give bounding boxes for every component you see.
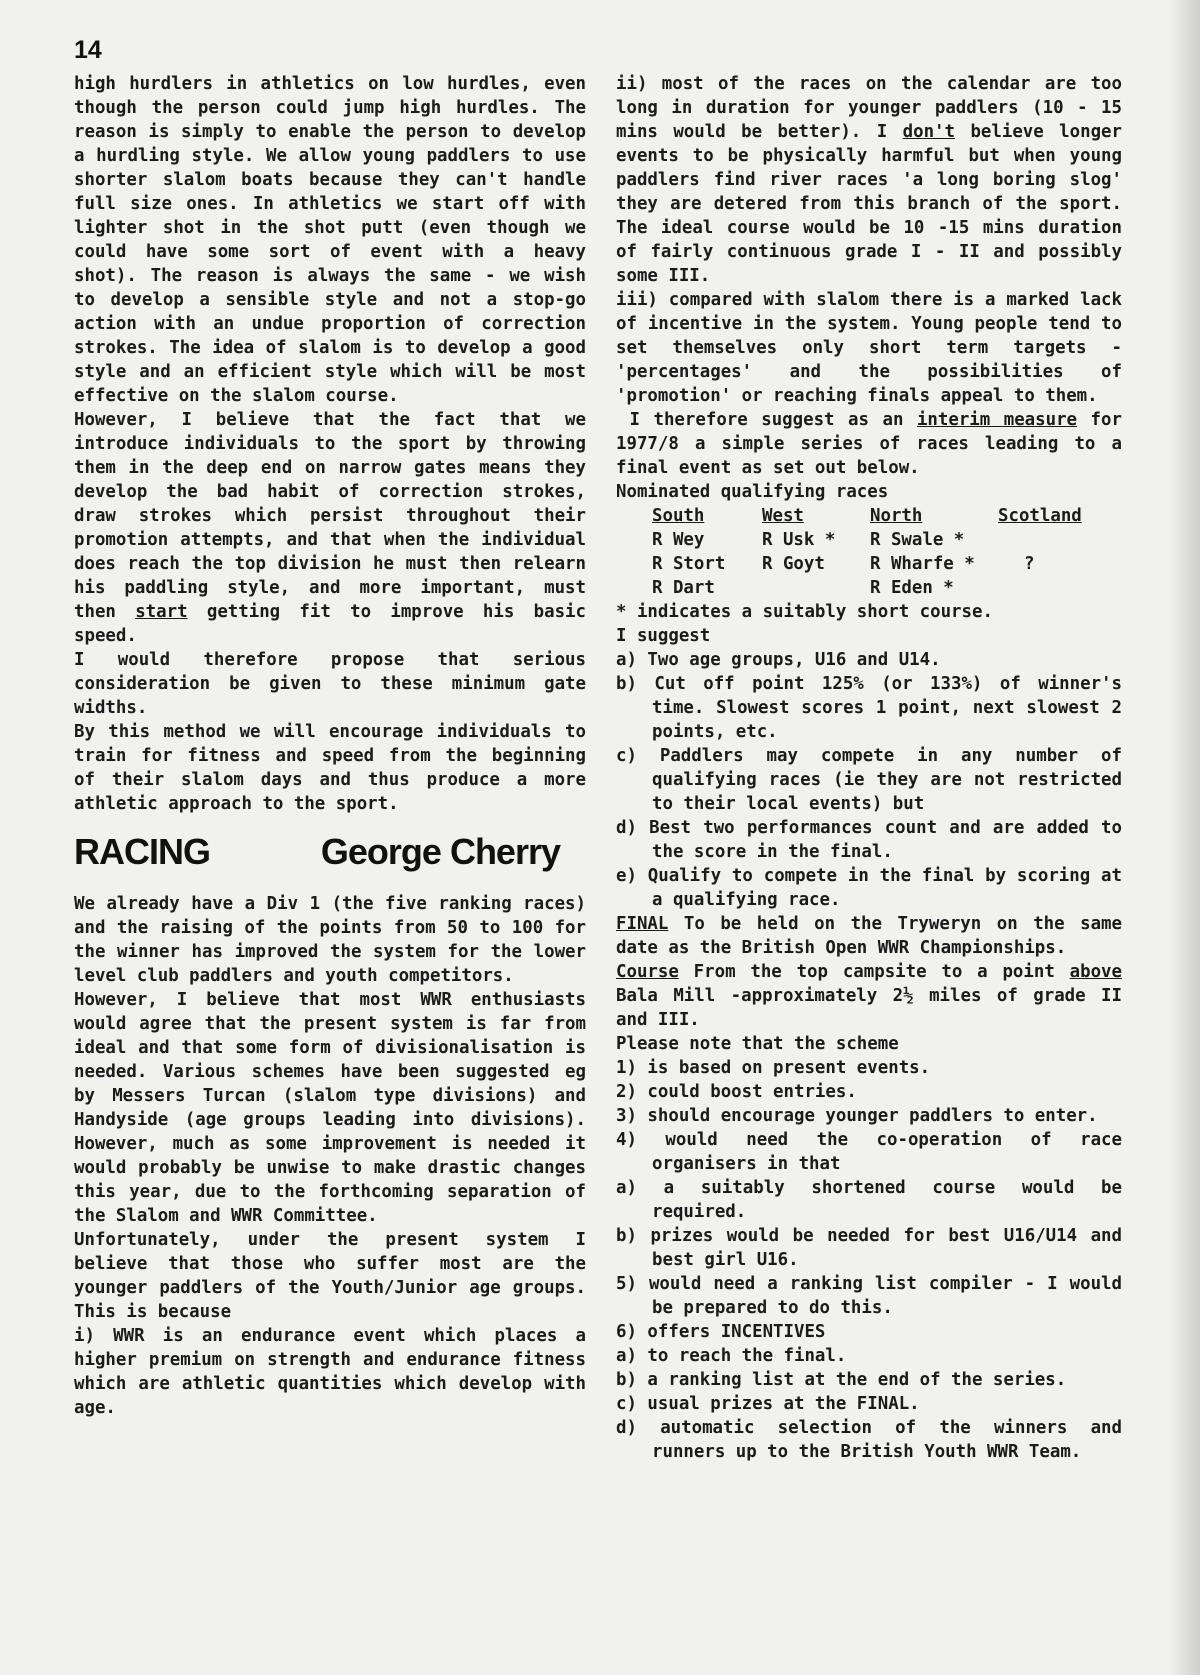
scheme-point: 3) should encourage younger paddlers to enter.: [616, 1106, 1098, 1126]
underlined-dont: don't: [902, 122, 955, 142]
scheme-subpoint: d) automatic selection of the winners and runners up to the British Youth WWR Team.: [616, 1418, 1122, 1462]
table-cell: R Eden *: [870, 578, 954, 598]
table-cell: R Wharfe *: [870, 554, 975, 574]
left-column: [74, 72, 586, 1420]
note-label: Please note that the scheme: [616, 1034, 899, 1054]
table-cell: R Dart: [652, 578, 715, 598]
page-number: 14: [74, 36, 102, 64]
table-header: North: [870, 506, 923, 526]
scheme-subpoint: b) a ranking list at the end of the series.: [616, 1370, 1067, 1390]
scheme-subpoint: a) to reach the final.: [616, 1346, 847, 1366]
paragraph-endurance: i) WWR is an endurance event which places a higher premium on strength and endurance fitness which are athletic quantities which develop with age.: [74, 1326, 586, 1418]
final-label: FINAL: [616, 914, 669, 934]
article-heading: [74, 830, 586, 874]
qualifying-races-table: [652, 504, 1122, 600]
underlined-above: above: [1069, 962, 1122, 982]
paragraph-course: Course From the top campsite to a point above Bala Mill -approximately 2½ miles of grade II and III.: [616, 962, 1122, 1030]
paragraph-however: However, I believe that the fact that we introduce individuals to the sport by throwing them in the deep end on narrow gates means they develop the bad habit of correction strokes, draw strokes which persist throughout their promotion attempts, and that when the individual does reach the top division he must then relearn his paddling style, and more important, must then start getting fit to improve his basic speed.: [74, 410, 586, 646]
table-cell: R Stort: [652, 554, 726, 574]
paragraph-unfortunately: Unfortunately, under the present system I believe that those who suffer most are the younger paddlers of the Youth/Junior age groups. This is because: [74, 1230, 586, 1322]
paragraph-propose: I would therefore propose that serious consideration be given to these minimum gate widths.: [74, 650, 586, 718]
suggest-label: I suggest: [616, 626, 711, 646]
table-cell: ?: [1024, 554, 1035, 574]
suggestion-item: c) Paddlers may compete in any number of qualifying races (ie they are not restricted to their local events) but: [616, 746, 1122, 814]
nominated-label: Nominated qualifying races: [616, 482, 889, 502]
scheme-subpoint: a) a suitably shortened course would be required.: [616, 1178, 1122, 1222]
suggestion-item: b) Cut off point 125% (or 133%) of winner's time. Slowest scores 1 point, next slowest 2 points, etc.: [616, 674, 1122, 742]
scheme-subpoint: b) prizes would be needed for best U16/U14 and best girl U16.: [616, 1226, 1122, 1270]
table-cell: [998, 528, 1118, 552]
table-header: South: [652, 506, 705, 526]
scheme-point: 2) could boost entries.: [616, 1082, 857, 1102]
paragraph-enthusiasts: However, I believe that most WWR enthusiasts would agree that the present system is far from ideal and that some form of divisionalisation is needed. Various schemes have been suggested eg by Messers Turcan (slalom type divisions) and Handyside (age groups leading into divisions). However, much as some improvement is needed it would probably be unwise to make drastic changes this year, due to the forthcoming separation of the Slalom and WWR Committee.: [74, 990, 586, 1226]
suggestion-item: e) Qualify to compete in the final by scoring at a qualifying race.: [616, 866, 1122, 910]
page-edge-shadow: [1170, 0, 1200, 1675]
table-header: Scotland: [998, 506, 1082, 526]
heading-author: George Cherry: [320, 831, 560, 872]
scheme-point: 5) would need a ranking list compiler - I would be prepared to do this.: [616, 1274, 1122, 1318]
table-cell: R Usk *: [762, 530, 836, 550]
scheme-point: 1) is based on present events.: [616, 1058, 931, 1078]
scheme-point: 6) offers INCENTIVES: [616, 1322, 826, 1342]
footnote: * indicates a suitably short course.: [616, 602, 993, 622]
paragraph-method: By this method we will encourage individuals to train for fitness and speed from the beginning of their slalom days and thus produce a more athletic approach to the sport.: [74, 722, 586, 814]
table-cell: [762, 576, 870, 600]
suggestion-item: a) Two age groups, U16 and U14.: [616, 650, 941, 670]
suggestion-item: d) Best two performances count and are added to the score in the final.: [616, 818, 1122, 862]
paragraph-final: FINAL To be held on the Tryweryn on the same date as the British Open WWR Championships.: [616, 914, 1122, 958]
paragraph-div1: We already have a Div 1 (the five ranking races) and the raising of the points from 50 to 100 for the winner has improved the system for the lower level club paddlers and youth competitors.: [74, 894, 586, 986]
scheme-subpoint: c) usual prizes at the FINAL.: [616, 1394, 920, 1414]
table-cell: R Goyt: [762, 554, 825, 574]
table-cell: R Swale *: [870, 530, 965, 550]
course-label: Course: [616, 962, 679, 982]
table-cell: R Wey: [652, 530, 705, 550]
right-column: [616, 72, 1122, 1464]
table-header: West: [762, 506, 804, 526]
paragraph-interim: I therefore suggest as an interim measure for 1977/8 a simple series of races leading to a final event as set out below.: [616, 410, 1122, 478]
paragraph-incentive: iii) compared with slalom there is a marked lack of incentive in the system. Young people tend to set themselves only short term targets - 'percentages' and the possibilities of 'promotion' or reaching finals appeal to them.: [616, 290, 1122, 406]
heading-racing: RACING: [74, 831, 210, 872]
table-cell: [998, 576, 1118, 600]
paragraph-races-too-long: ii) most of the races on the calendar are too long in duration for younger paddlers (10 - 15 mins would be better). I don't believe longer events to be physically harmful but when young paddlers find river races 'a long boring slog' they are detered from this branch of the sport. The ideal course would be 10 -15 mins duration of fairly continuous grade I - II and possibly some III.: [616, 74, 1122, 286]
scheme-point: 4) would need the co-operation of race organisers in that: [616, 1130, 1122, 1174]
paragraph-hurdles: high hurdlers in athletics on low hurdles, even though the person could jump high hurdles. The reason is simply to enable the person to develop a hurdling style. We allow young paddlers to use shorter slalom boats because they can't handle full size ones. In athletics we start off with lighter shot in the shot putt (even though we could have some sort of event with a heavy shot). The reason is always the same - we wish to develop a sensible style and not a stop-go action with an undue proportion of correction strokes. The idea of slalom is to develop a good style and an efficient style which will be most effective on the slalom course.: [74, 74, 586, 406]
underlined-start: start: [135, 602, 188, 622]
underlined-interim-measure: interim measure: [916, 410, 1078, 430]
